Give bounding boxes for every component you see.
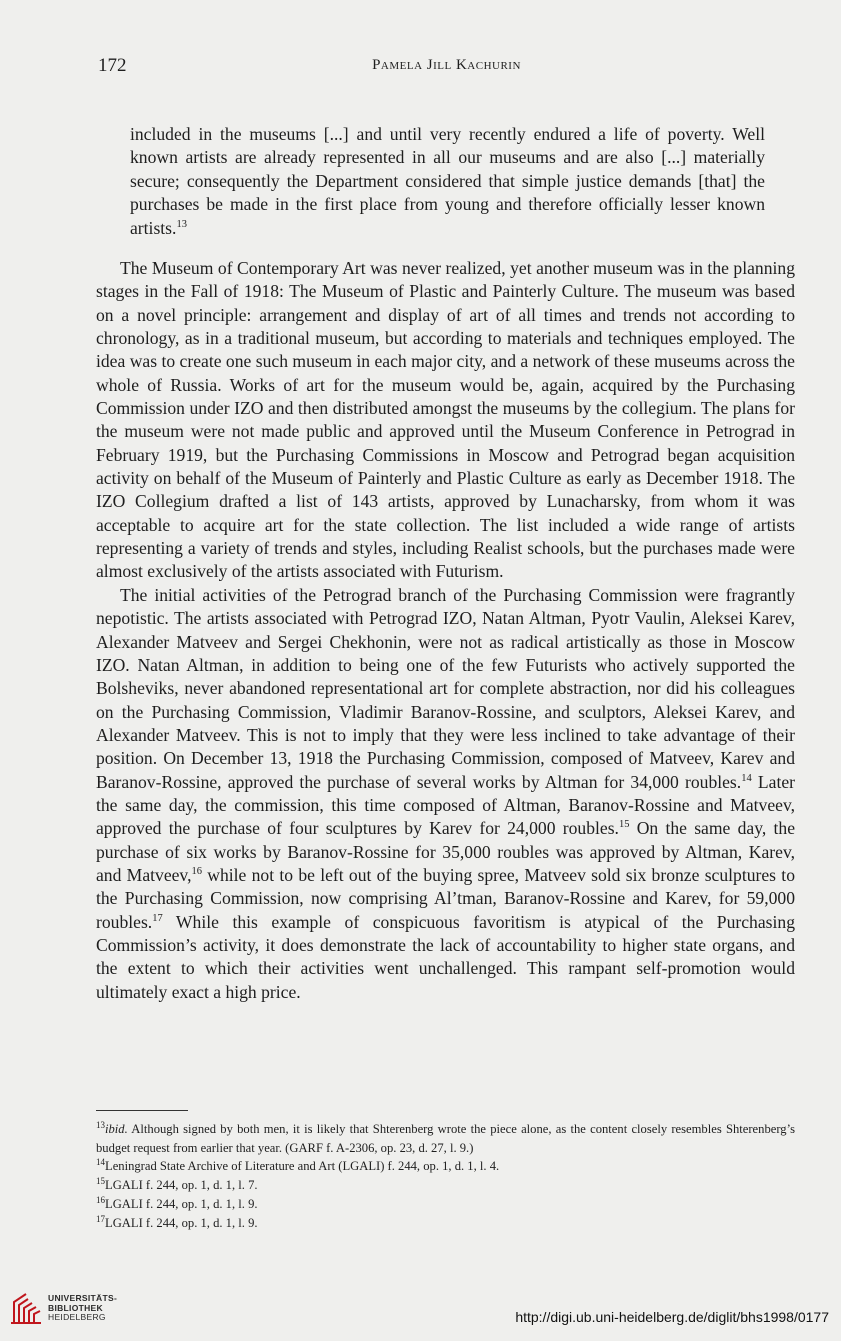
logo-line-2: BIBLIOTHEK — [48, 1302, 103, 1313]
footnote-number: 14 — [96, 1157, 105, 1168]
footnote-text: LGALI f. 244, op. 1, d. 1, l. 9. — [105, 1196, 258, 1211]
footnote-lead: ibid. — [105, 1122, 128, 1136]
block-quote-text: included in the museums [...] and until very recently endured a life of poverty. Well known artists are already represented in all our museums and are also [...] materially secure; consequently the Department considered that simple justice demands [that] the purchases be made in the first place from young and therefore officially lesser known artists. — [130, 124, 765, 238]
library-logo[interactable] — [8, 1290, 148, 1330]
logo-line-3: HEIDELBERG — [48, 1312, 106, 1322]
paragraph-2-part-5: While this example of conspicuous favoritism is atypical of the Purchasing Commission’s activity, it does demonstrate the lack of accountability to higher state organs, and the extent to which their activities went unchallenged. This rampant self-promotion would ultimately exact a high price. — [96, 911, 795, 1002]
footnote-number: 17 — [96, 1213, 105, 1224]
paragraph-1: The Museum of Contemporary Art was never realized, yet another museum was in the planning stages in the Fall of 1918: The Museum of Plastic and Painterly Culture. The museum was based on a novel principle: arrangement and display of art of all times and trends not according to chronology, as in a traditional museum, but according to materials and techniques employed. The idea was to create one such museum in each major city, and a network of these museums across the whole of Russia. Works of art for the museum would be, again, acquired by the Purchasing Commission under IZO and then distributed amongst the museums by the collegium. The plans for the museum were not made public and approved until the Museum Conference in Petrograd in February 1919, but the Purchasing Commissions in Moscow and Petrograd began acquisition activity on behalf of the Museum of Painterly and Plastic Culture as early as December 1918. The IZO Collegium drafted a list of 143 artists, approved by Lunacharsky, from whom it was acceptable to acquire art for the state collection. The list included a wide range of artists representing a variety of trends and styles, including Realist schools, but the purchases made were almost exclusively of the artists associated with Futurism. — [96, 258, 795, 582]
footnote-number: 13 — [96, 1120, 105, 1130]
footnote-ref-13[interactable]: 13 — [176, 218, 187, 230]
paragraph-2-part-2: Later the same day, the commission, this time composed of Altman, Baranov-Rossine and Matveev, approved the purchase of four sculptures by Karev for 24,000 roubles. — [96, 771, 795, 839]
footnote-16 — [96, 1195, 795, 1214]
library-logo-text — [48, 1294, 117, 1323]
footnote-ref-16[interactable]: 16 — [191, 865, 202, 877]
library-emblem-icon — [8, 1290, 44, 1326]
block-quote — [130, 123, 765, 240]
footnote-ref-15[interactable]: 15 — [618, 819, 630, 831]
running-head-author: Pamela Jill Kachurin — [372, 57, 521, 73]
logo-line-1: UNIVERSITÄTS- — [48, 1293, 118, 1303]
source-url-link[interactable]: http://digi.ub.uni-heidelberg.de/diglit/bhs1998/0177 — [515, 1309, 829, 1325]
running-head — [98, 55, 795, 79]
paragraph-2-part-4: while not to be left out of the buying spree, Matveev sold six bronze sculptures to the Purchasing Commission, now comprising Al’tman, Baranov-Rossine and Karev, for 59,000 roubles. — [96, 864, 795, 932]
footnote-text: LGALI f. 244, op. 1, d. 1, l. 9. — [105, 1215, 258, 1230]
footnote-divider — [96, 1110, 188, 1111]
footnote-ref-14[interactable]: 14 — [741, 772, 752, 784]
paragraph-2 — [96, 584, 795, 1004]
page-number: 172 — [98, 55, 127, 76]
footnote-number: 15 — [96, 1176, 105, 1187]
footnotes — [96, 1120, 795, 1232]
footnote-text: Although signed by both men, it is likely that Shterenberg wrote the piece alone, as the content closely resembles Shterenberg’s budget request from earlier that year. (GARF f. A-2306, op. 23, d. 27, l. 9.) — [96, 1122, 795, 1155]
footnote-text: Leningrad State Archive of Literature and Art (LGALI) f. 244, op. 1, d. 1, l. 4. — [105, 1159, 500, 1174]
footnote-15 — [96, 1176, 795, 1195]
paragraph-2-part-3: On the same day, the purchase of six works by Baranov-Rossine for 35,000 roubles was approved by Altman, Karev, and Matveev, — [96, 818, 795, 885]
footnote-text: LGALI f. 244, op. 1, d. 1, l. 7. — [105, 1178, 258, 1193]
footnote-number: 16 — [96, 1194, 105, 1205]
footnote-ref-17[interactable]: 17 — [152, 912, 163, 924]
footnote-17 — [96, 1214, 795, 1233]
body-text — [96, 257, 795, 1004]
paragraph-2-part-1: The initial activities of the Petrograd branch of the Purchasing Commission were fragrantly nepotistic. The artists associated with Petrograd IZO, Natan Altman, Pyotr Vaulin, Aleksei Karev, Alexander Matveev and Sergei Chekhonin, were not as radical artistically as those in Moscow IZO. Natan Altman, in addition to being one of the few Futurists who actively supported the Bolsheviks, never abandoned representational art for complete abstraction, nor did his colleagues on the Purchasing Commission, Vladimir Baranov-Rossine, and sculptors, Aleksei Karev, and Alexander Matveev. This is not to imply that they were less inclined to take advantage of their position. On December 13, 1918 the Purchasing Commission, composed of Matveev, Karev and Baranov-Rossine, approved the purchase of several works by Altman for 34,000 roubles. — [96, 584, 795, 792]
footnote-14 — [96, 1157, 795, 1176]
footnote-13 — [96, 1120, 795, 1157]
